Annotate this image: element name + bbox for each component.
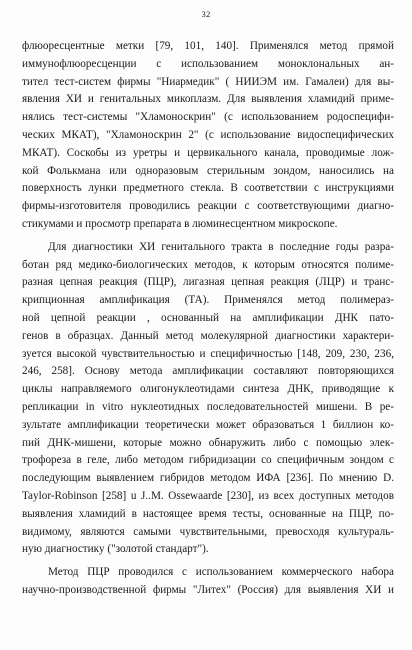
paragraph-1 — [22, 38, 394, 234]
paragraph-2 — [22, 239, 394, 559]
text-line: фирмы-изготовителя проводились реакции с соответствующими диагно- — [22, 200, 394, 213]
text-line: явления ХИ и генитальных микоплазм. Для выявления хламидий приме- — [22, 93, 394, 106]
text-line: иммунофлюоресценции с использованием моноклональных ан- — [22, 57, 394, 70]
paragraph-3 — [22, 564, 394, 600]
page-number: 32 — [201, 9, 211, 19]
text-line: циклы направляемого олигонуклеотидами синтеза ДНК, приводящие к — [22, 383, 394, 396]
text-line: последующим выявлением гибридов методом ИФА [236]. По мнению D. — [22, 472, 394, 485]
text-line: флюоресцентные метки [79, 101, 140]. Применялся метод прямой — [22, 40, 394, 52]
text-line: научно-производственной фирмы "Литех" (Россия) для выявления ХИ и — [22, 583, 394, 596]
text-line: поверхность лунки предметного стекла. В соответствии с инструкциями — [22, 182, 394, 195]
text-line: 246, 258]. Основу метода амплификации составляют повторяющихся — [22, 365, 394, 378]
body-text — [22, 38, 394, 600]
text-line: разная цепная реакция (ПЦР), лигазная цепная реакция (ЛЦР) и транс- — [22, 276, 394, 289]
text-line: пий ДНК-мишени, которые можно обнаружить либо с помощью элек- — [22, 436, 394, 449]
text-line: стикумами и просмотр препарата в люминесцентном микроскопе. — [22, 217, 338, 230]
text-line: зультате амплификации теоретически может образоваться 1 биллион ко- — [22, 418, 394, 431]
text-line: зуется высокой чувствительностью и специфичностью [148, 209, 230, 236, — [22, 347, 394, 360]
text-line: трофореза в геле, либо методом гибридизации со специфичным зондом с — [22, 454, 394, 467]
text-line: Метод ПЦР проводился с использованием коммерческого набора — [48, 566, 394, 579]
text-line: ной цепной реакции , основанный на амплификации ДНК пато- — [22, 311, 394, 324]
text-line: нялись тест-системы "Хламоноскрин" (с использованием родоспецифи- — [22, 111, 394, 124]
text-line: тител тест-систем фирмы "Ниармедик" ( НИИЭМ им. Гамалеи) для вы- — [22, 75, 394, 88]
text-line: генов в образцах. Данный метод молекулярной диагностики характери- — [22, 329, 394, 342]
text-line: ную диагностику ("золотой стандарт"). — [22, 543, 209, 556]
text-line: репликации in vitro нуклеотидных последовательностей мишени. В ре- — [22, 400, 394, 413]
text-line: выявления хламидий в настоящее время тесты, основанные на ПЦР, по- — [22, 507, 394, 520]
text-line: видимому, являются самыми чувствительными, превосходя культураль- — [22, 525, 394, 538]
text-line: кой Фолькмана или одноразовым стерильным зондом, наносились на — [22, 164, 394, 177]
text-line: ботан ряд медико-биологических методов, к которым относятся полиме- — [22, 258, 394, 271]
text-line: Для диагностики ХИ генитального тракта в последние годы разра- — [48, 240, 394, 253]
text-line: Taylor-Robinson [258] u J..M. Ossewaarde [230], из всех доступных методов — [22, 489, 394, 502]
text-line: крипционная амплификация (ТА). Применялся метод полимераз- — [22, 294, 394, 307]
text-line: МКАТ). Соскобы из уретры и цервикального канала, проводимые лож- — [22, 146, 394, 159]
text-line: ческих МКАТ), "Хламоноскрин 2" (с использование видоспецифических — [22, 128, 394, 141]
